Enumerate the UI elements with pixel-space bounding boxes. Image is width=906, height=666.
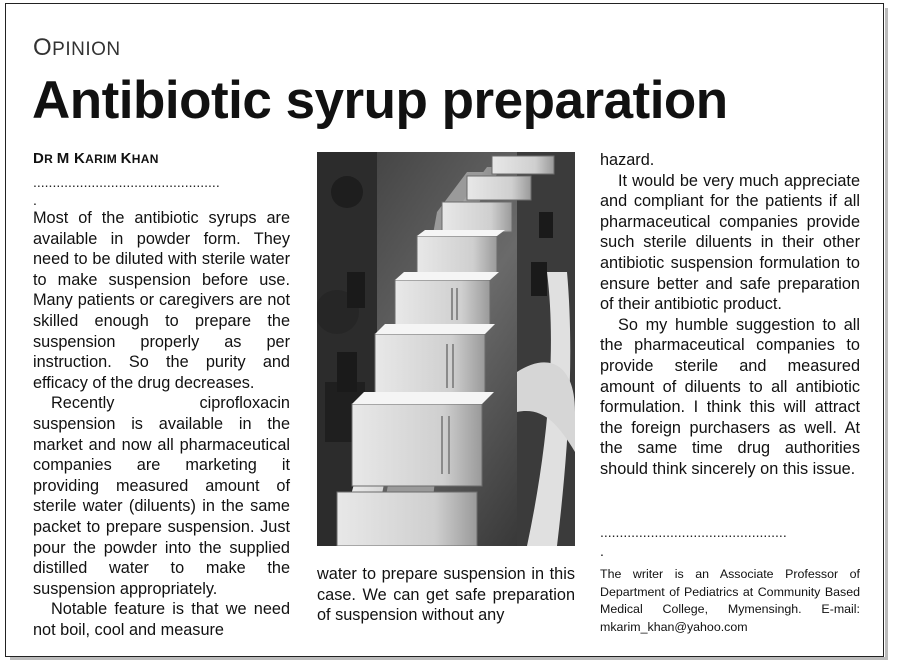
byline-part: KARIM (74, 150, 121, 167)
section-label-rest: PINION (52, 39, 121, 60)
author-note: The writer is an Associate Professor of Department of Pediatrics at Community Based Medical College, Mymensingh. E-mail: mkarim_khan@yahoo.com (600, 567, 860, 634)
paragraph: Most of the antibiotic syrups are available in powder form. They need to be diluted with sterile water to make suspension before use. Many patients or caregivers are not skilled enough to prepare the suspension properly as per instruction. So the purity and efficacy of the drug decreases. (33, 209, 290, 392)
byline-part: KHAN (120, 150, 159, 167)
byline-part: DR (33, 150, 57, 167)
byline-part: M (56, 150, 75, 167)
byline-separator-tail: . (33, 192, 37, 208)
headline: Antibiotic syrup preparation (32, 71, 728, 130)
paragraph: water to prepare suspension in this case. We can get safe preparation of suspension without any (317, 565, 575, 625)
author-separator-tail: . (600, 543, 604, 559)
conveyor-photo-image (317, 152, 575, 546)
paragraph: hazard. (600, 151, 655, 169)
paragraph: It would be very much appreciate and compliant for the patients if all pharmaceutical companies provide such sterile diluents in their other antibiotic suspension formulation to ensure better and safe preparation of their antibiotic product. (600, 171, 860, 314)
paragraph: So my humble suggestion to all the pharmaceutical companies to provide sterile and measured amount of diluents to all antibiotic formulation. I think this will attract the foreign purchasers as well. At the same time drug authorities should think sincerely on this issue. (600, 315, 860, 478)
section-label-initial: O (33, 34, 53, 61)
paragraph: Notable feature is that we need not boil, cool and measure (33, 600, 290, 639)
article-column-3 (600, 150, 860, 480)
byline-separator: ................................................ (33, 176, 220, 188)
author-separator: ................................................ (600, 526, 787, 538)
frame-shadow-right (885, 8, 888, 660)
article-column-2 (317, 564, 575, 626)
paragraph: Recently ciprofloxacin suspension is available in the market and now all pharmaceutical companies are marketing it providing measured amount of sterile water (diluents) in the same packet to prepare suspension. Just pour the powder into the supplied distilled water to make the suspension appropriately. (33, 394, 290, 598)
article-column-1 (33, 208, 290, 640)
article-photo (317, 152, 575, 546)
frame-shadow-bottom (10, 657, 888, 660)
byline (33, 150, 159, 167)
section-label (33, 34, 121, 62)
